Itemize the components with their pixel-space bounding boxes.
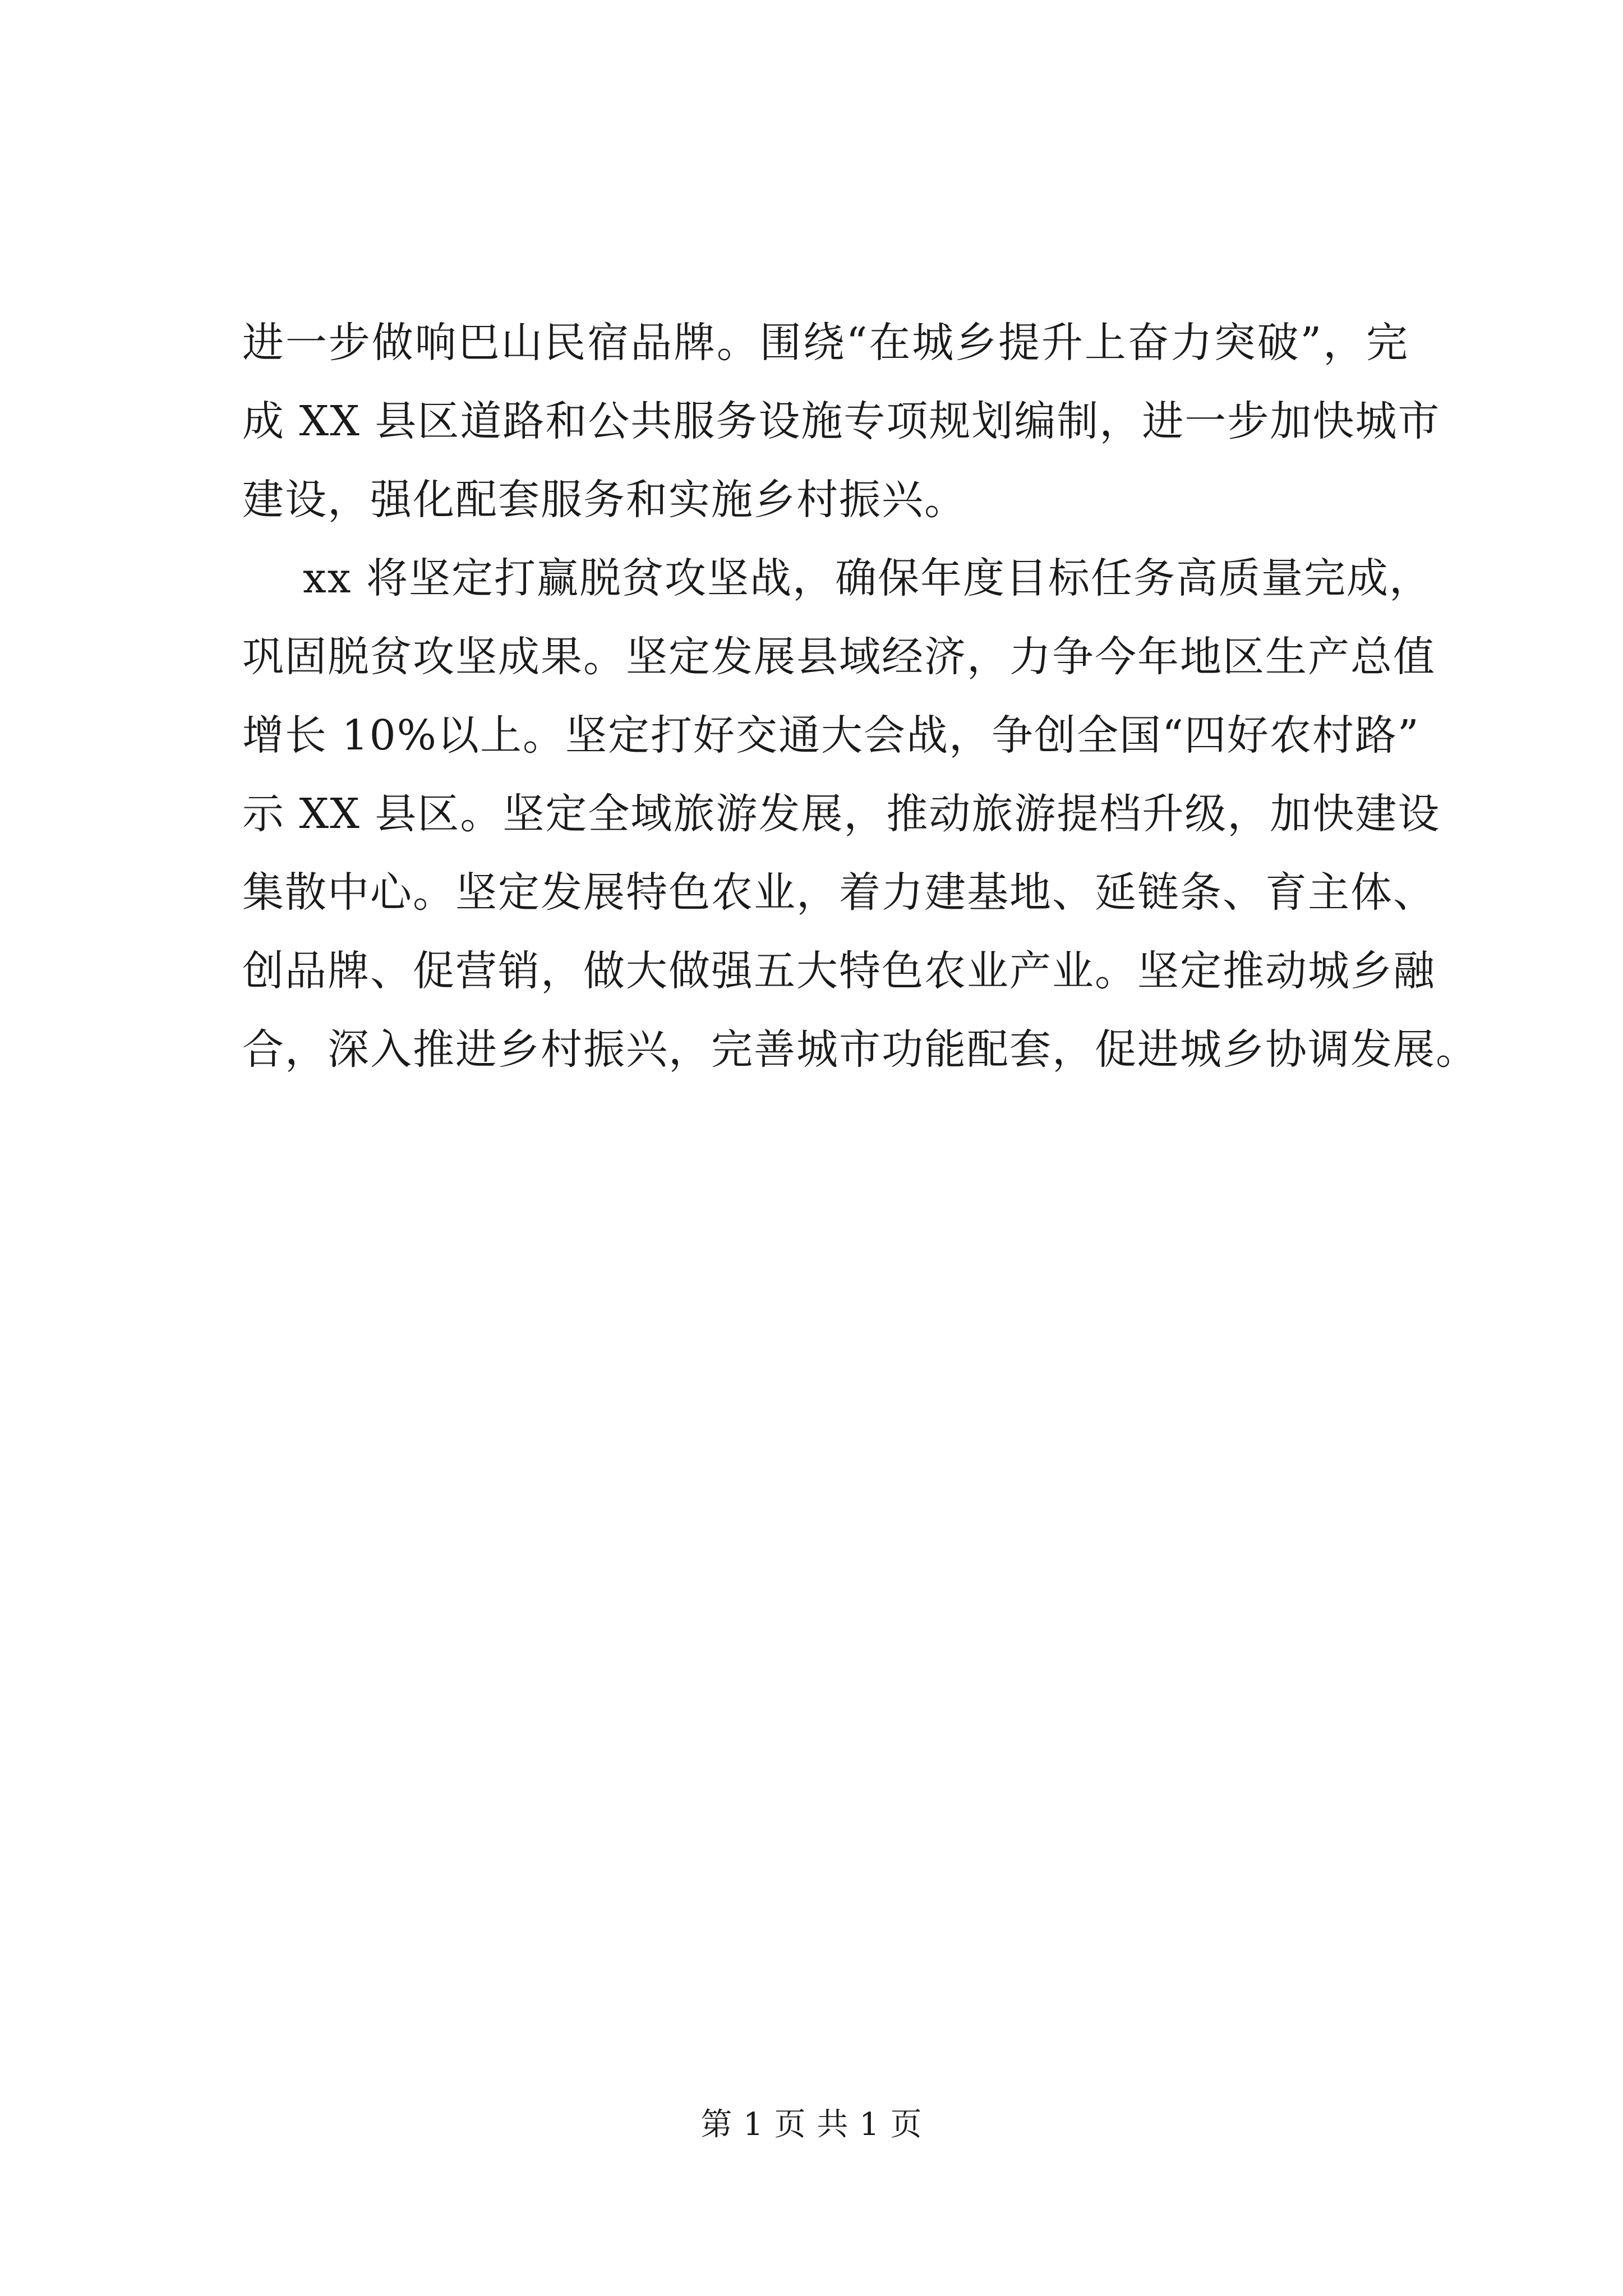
paragraph-1-line-3: 建设，强化配套服务和实施乡村振兴。 <box>242 476 967 524</box>
paragraph-2-line-6: 创品牌、促营销，做大做强五大特色农业产业。坚定推动城乡融 <box>242 947 1436 995</box>
paragraph-2-line-4: 示 XX 县区。坚定全域旅游发展，推动旅游提档升级，加快建设 <box>242 790 1441 838</box>
page-footer: 第 1 页 共 1 页 <box>700 2106 923 2143</box>
paragraph-2-line-5: 集散中心。坚定发展特色农业，着力建基地、延链条、育主体、 <box>242 868 1436 917</box>
paragraph-2-line-7: 合，深入推进乡村振兴，完善城市功能配套，促进城乡协调发展。 <box>242 1025 1478 1074</box>
paragraph-2-line-2: 巩固脱贫攻坚成果。坚定发展县域经济，力争今年地区生产总值 <box>242 633 1436 681</box>
paragraph-2-line-1: xx 将坚定打赢脱贫攻坚战，确保年度目标任务高质量完成， <box>303 554 1432 602</box>
paragraph-1-line-2: 成 XX 县区道路和公共服务设施专项规划编制，进一步加快城市 <box>242 397 1441 445</box>
paragraph-1-line-1: 进一步做响巴山民宿品牌。围绕“在城乡提升上奋力突破”，完 <box>242 319 1409 367</box>
paragraph-2-line-3: 增长 10%以上。坚定打好交通大会战，争创全国“四好农村路” <box>242 711 1420 760</box>
